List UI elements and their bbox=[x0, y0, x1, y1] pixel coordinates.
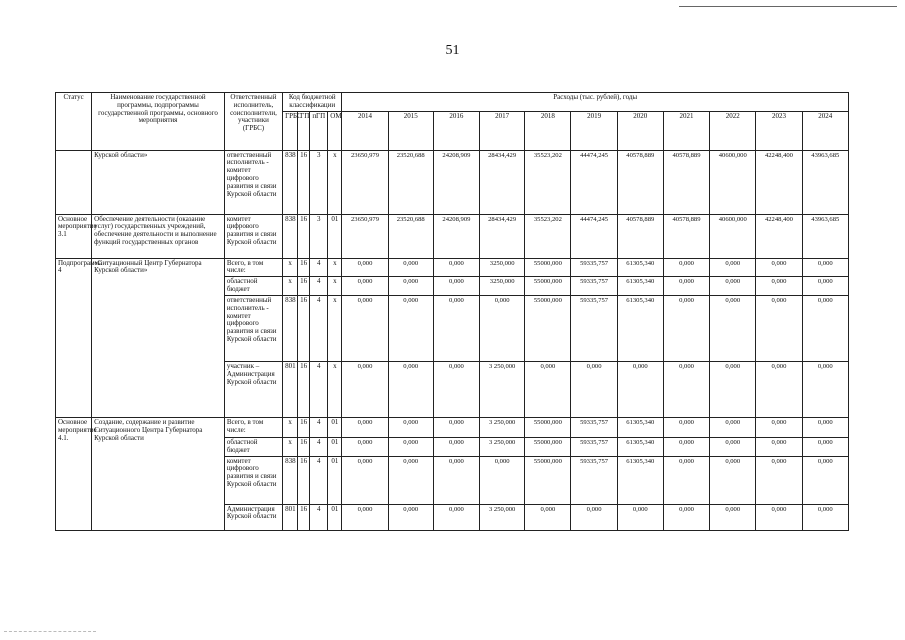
value-cell: 0,000 bbox=[433, 361, 479, 417]
value-cell: 55000,000 bbox=[525, 277, 571, 296]
header-year: 2024 bbox=[802, 111, 848, 150]
name-cell: Обеспечение деятельности (оказание услуг) государственных учреждений, обеспечение деятельности и выполнение функций государственных органов bbox=[92, 214, 225, 258]
value-cell: 0,000 bbox=[342, 258, 388, 277]
value-cell: 0,000 bbox=[663, 295, 709, 361]
name-cell: Создание, содержание и развитие Ситуационного Центра Губернатора Курской области bbox=[92, 417, 225, 530]
pgp-cell: 4 bbox=[310, 277, 328, 296]
page-number: 51 bbox=[445, 43, 460, 58]
om-cell: х bbox=[328, 361, 342, 417]
value-cell: 0,000 bbox=[480, 295, 525, 361]
value-cell: 0,000 bbox=[433, 437, 479, 456]
gp-cell: 16 bbox=[298, 417, 310, 437]
value-cell: 0,000 bbox=[663, 417, 709, 437]
om-cell: 01 bbox=[328, 214, 342, 258]
value-cell: 59335,757 bbox=[571, 417, 617, 437]
pgp-cell: 3 bbox=[310, 214, 328, 258]
value-cell: 28434,429 bbox=[480, 150, 525, 214]
value-cell: 61305,340 bbox=[617, 437, 663, 456]
value-cell: 0,000 bbox=[756, 258, 802, 277]
value-cell: 0,000 bbox=[342, 361, 388, 417]
status-cell: Основное мероприятие 4.1. bbox=[56, 417, 92, 530]
header-year: 2019 bbox=[571, 111, 617, 150]
value-cell: 24208,909 bbox=[433, 150, 479, 214]
value-cell: 61305,340 bbox=[617, 456, 663, 504]
om-cell: х bbox=[328, 150, 342, 214]
footer-mark bbox=[4, 631, 96, 632]
value-cell: 59335,757 bbox=[571, 456, 617, 504]
value-cell: 0,000 bbox=[710, 437, 756, 456]
grbs-cell: 801 bbox=[283, 504, 298, 530]
status-cell bbox=[56, 150, 92, 214]
om-cell: 01 bbox=[328, 417, 342, 437]
pgp-cell: 4 bbox=[310, 295, 328, 361]
grbs-cell: 838 bbox=[283, 214, 298, 258]
header-budget-code: Код бюджетной классификации bbox=[283, 93, 342, 112]
grbs-cell: 838 bbox=[283, 456, 298, 504]
responsible-cell: комитет цифрового развития и связи Курской области bbox=[224, 456, 282, 504]
value-cell: 55000,000 bbox=[525, 258, 571, 277]
value-cell: 0,000 bbox=[756, 417, 802, 437]
value-cell: 0,000 bbox=[388, 456, 433, 504]
gp-cell: 16 bbox=[298, 295, 310, 361]
value-cell: 0,000 bbox=[710, 504, 756, 530]
value-cell: 43963,685 bbox=[802, 214, 848, 258]
value-cell: 0,000 bbox=[756, 456, 802, 504]
value-cell: 0,000 bbox=[571, 504, 617, 530]
table-row bbox=[56, 214, 849, 258]
value-cell: 0,000 bbox=[617, 504, 663, 530]
responsible-cell: Администрация Курской области bbox=[224, 504, 282, 530]
pgp-cell: 4 bbox=[310, 417, 328, 437]
value-cell: 0,000 bbox=[433, 295, 479, 361]
responsible-cell: областной бюджет bbox=[224, 277, 282, 296]
header-code-grbs: ГРБС bbox=[283, 111, 298, 150]
header-row-top bbox=[56, 93, 849, 112]
value-cell: 0,000 bbox=[710, 277, 756, 296]
value-cell: 0,000 bbox=[802, 437, 848, 456]
header-status: Статус bbox=[56, 93, 92, 151]
value-cell: 0,000 bbox=[756, 361, 802, 417]
header-code-gp: ГП bbox=[298, 111, 310, 150]
value-cell: 55000,000 bbox=[525, 437, 571, 456]
value-cell: 0,000 bbox=[342, 504, 388, 530]
gp-cell: 16 bbox=[298, 258, 310, 277]
om-cell: х bbox=[328, 277, 342, 296]
header-name: Наименование государственной программы, подпрограммы государственной программы, основного мероприятия bbox=[92, 93, 225, 151]
value-cell: 0,000 bbox=[756, 295, 802, 361]
responsible-cell: участник – Администрация Курской области bbox=[224, 361, 282, 417]
value-cell: 0,000 bbox=[710, 295, 756, 361]
header-year: 2021 bbox=[663, 111, 709, 150]
om-cell: х bbox=[328, 258, 342, 277]
top-rule bbox=[679, 6, 897, 7]
value-cell: 3 250,000 bbox=[480, 417, 525, 437]
value-cell: 0,000 bbox=[756, 437, 802, 456]
gp-cell: 16 bbox=[298, 456, 310, 504]
budget-table bbox=[55, 92, 849, 531]
value-cell: 55000,000 bbox=[525, 456, 571, 504]
header-year: 2016 bbox=[433, 111, 479, 150]
grbs-cell: 838 bbox=[283, 150, 298, 214]
value-cell: 59335,757 bbox=[571, 295, 617, 361]
header-year: 2022 bbox=[710, 111, 756, 150]
value-cell: 0,000 bbox=[663, 361, 709, 417]
value-cell: 0,000 bbox=[663, 277, 709, 296]
value-cell: 23520,688 bbox=[388, 214, 433, 258]
pgp-cell: 4 bbox=[310, 361, 328, 417]
gp-cell: 16 bbox=[298, 214, 310, 258]
value-cell: 0,000 bbox=[663, 504, 709, 530]
value-cell: 0,000 bbox=[433, 258, 479, 277]
value-cell: 0,000 bbox=[710, 258, 756, 277]
value-cell: 0,000 bbox=[802, 295, 848, 361]
header-year: 2015 bbox=[388, 111, 433, 150]
om-cell: 01 bbox=[328, 456, 342, 504]
value-cell: 44474,245 bbox=[571, 214, 617, 258]
value-cell: 23520,688 bbox=[388, 150, 433, 214]
responsible-cell: Всего, в том числе: bbox=[224, 417, 282, 437]
value-cell: 0,000 bbox=[663, 258, 709, 277]
value-cell: 23650,979 bbox=[342, 214, 388, 258]
value-cell: 0,000 bbox=[710, 361, 756, 417]
table-row bbox=[56, 150, 849, 214]
value-cell: 59335,757 bbox=[571, 258, 617, 277]
value-cell: 0,000 bbox=[433, 417, 479, 437]
gp-cell: 16 bbox=[298, 277, 310, 296]
responsible-cell: ответственный исполнитель - комитет цифрового развития и связи Курской области bbox=[224, 295, 282, 361]
value-cell: 0,000 bbox=[342, 295, 388, 361]
value-cell: 0,000 bbox=[480, 456, 525, 504]
value-cell: 40578,889 bbox=[663, 214, 709, 258]
name-cell: «Ситуационный Центр Губернатора Курской области» bbox=[92, 258, 225, 417]
value-cell: 3250,000 bbox=[480, 277, 525, 296]
header-year: 2023 bbox=[756, 111, 802, 150]
pgp-cell: 3 bbox=[310, 150, 328, 214]
value-cell: 3 250,000 bbox=[480, 504, 525, 530]
value-cell: 61305,340 bbox=[617, 295, 663, 361]
value-cell: 0,000 bbox=[525, 504, 571, 530]
grbs-cell: 801 bbox=[283, 361, 298, 417]
value-cell: 55000,000 bbox=[525, 295, 571, 361]
value-cell: 0,000 bbox=[756, 277, 802, 296]
value-cell: 43963,685 bbox=[802, 150, 848, 214]
value-cell: 0,000 bbox=[388, 437, 433, 456]
value-cell: 61305,340 bbox=[617, 417, 663, 437]
table-row bbox=[56, 258, 849, 277]
value-cell: 0,000 bbox=[342, 277, 388, 296]
value-cell: 0,000 bbox=[710, 456, 756, 504]
value-cell: 0,000 bbox=[433, 504, 479, 530]
gp-cell: 16 bbox=[298, 504, 310, 530]
value-cell: 35523,202 bbox=[525, 150, 571, 214]
value-cell: 40578,889 bbox=[663, 150, 709, 214]
pgp-cell: 4 bbox=[310, 258, 328, 277]
value-cell: 28434,429 bbox=[480, 214, 525, 258]
value-cell: 0,000 bbox=[388, 277, 433, 296]
om-cell: 01 bbox=[328, 437, 342, 456]
table-body bbox=[56, 150, 849, 530]
value-cell: 0,000 bbox=[802, 456, 848, 504]
value-cell: 3 250,000 bbox=[480, 361, 525, 417]
responsible-cell: Всего, в том числе: bbox=[224, 258, 282, 277]
table-row bbox=[56, 417, 849, 437]
grbs-cell: 838 bbox=[283, 295, 298, 361]
grbs-cell: х bbox=[283, 277, 298, 296]
value-cell: 23650,979 bbox=[342, 150, 388, 214]
name-cell: Курской области» bbox=[92, 150, 225, 214]
value-cell: 0,000 bbox=[388, 417, 433, 437]
gp-cell: 16 bbox=[298, 150, 310, 214]
value-cell: 0,000 bbox=[710, 417, 756, 437]
value-cell: 0,000 bbox=[342, 417, 388, 437]
value-cell: 42248,400 bbox=[756, 150, 802, 214]
value-cell: 0,000 bbox=[756, 504, 802, 530]
value-cell: 42248,400 bbox=[756, 214, 802, 258]
value-cell: 0,000 bbox=[433, 456, 479, 504]
gp-cell: 16 bbox=[298, 437, 310, 456]
pgp-cell: 4 bbox=[310, 456, 328, 504]
grbs-cell: х bbox=[283, 258, 298, 277]
value-cell: 3 250,000 bbox=[480, 437, 525, 456]
value-cell: 0,000 bbox=[342, 456, 388, 504]
om-cell: 01 bbox=[328, 504, 342, 530]
value-cell: 0,000 bbox=[388, 504, 433, 530]
header-year: 2020 bbox=[617, 111, 663, 150]
header-year: 2018 bbox=[525, 111, 571, 150]
value-cell: 55000,000 bbox=[525, 417, 571, 437]
value-cell: 40578,889 bbox=[617, 214, 663, 258]
om-cell: х bbox=[328, 295, 342, 361]
value-cell: 0,000 bbox=[342, 437, 388, 456]
value-cell: 0,000 bbox=[571, 361, 617, 417]
value-cell: 61305,340 bbox=[617, 258, 663, 277]
responsible-cell: областной бюджет bbox=[224, 437, 282, 456]
value-cell: 0,000 bbox=[802, 417, 848, 437]
responsible-cell: комитет цифрового развития и связи Курской области bbox=[224, 214, 282, 258]
value-cell: 0,000 bbox=[433, 277, 479, 296]
value-cell: 0,000 bbox=[525, 361, 571, 417]
value-cell: 24208,909 bbox=[433, 214, 479, 258]
value-cell: 0,000 bbox=[802, 361, 848, 417]
value-cell: 40600,000 bbox=[710, 150, 756, 214]
header-expenses: Расходы (тыс. рублей), годы bbox=[342, 93, 849, 112]
value-cell: 0,000 bbox=[388, 361, 433, 417]
value-cell: 0,000 bbox=[617, 361, 663, 417]
pgp-cell: 4 bbox=[310, 504, 328, 530]
value-cell: 61305,340 bbox=[617, 277, 663, 296]
value-cell: 0,000 bbox=[663, 456, 709, 504]
value-cell: 0,000 bbox=[388, 295, 433, 361]
header-year: 2014 bbox=[342, 111, 388, 150]
header-code-om: ОМ bbox=[328, 111, 342, 150]
status-cell: Подпрограмма 4 bbox=[56, 258, 92, 417]
value-cell: 44474,245 bbox=[571, 150, 617, 214]
header-code-pgp: пГП bbox=[310, 111, 328, 150]
value-cell: 59335,757 bbox=[571, 277, 617, 296]
grbs-cell: х bbox=[283, 417, 298, 437]
status-cell: Основное мероприятие 3.1 bbox=[56, 214, 92, 258]
grbs-cell: х bbox=[283, 437, 298, 456]
value-cell: 0,000 bbox=[388, 258, 433, 277]
value-cell: 35523,202 bbox=[525, 214, 571, 258]
header-year: 2017 bbox=[480, 111, 525, 150]
gp-cell: 16 bbox=[298, 361, 310, 417]
value-cell: 59335,757 bbox=[571, 437, 617, 456]
value-cell: 3250,000 bbox=[480, 258, 525, 277]
value-cell: 40600,000 bbox=[710, 214, 756, 258]
value-cell: 0,000 bbox=[802, 277, 848, 296]
value-cell: 0,000 bbox=[802, 258, 848, 277]
header-responsible: Ответственный исполнитель, соисполнители, участники (ГРБС) bbox=[224, 93, 282, 151]
pgp-cell: 4 bbox=[310, 437, 328, 456]
value-cell: 0,000 bbox=[663, 437, 709, 456]
responsible-cell: ответственный исполнитель - комитет цифрового развития и связи Курской области bbox=[224, 150, 282, 214]
value-cell: 40578,889 bbox=[617, 150, 663, 214]
value-cell: 0,000 bbox=[802, 504, 848, 530]
